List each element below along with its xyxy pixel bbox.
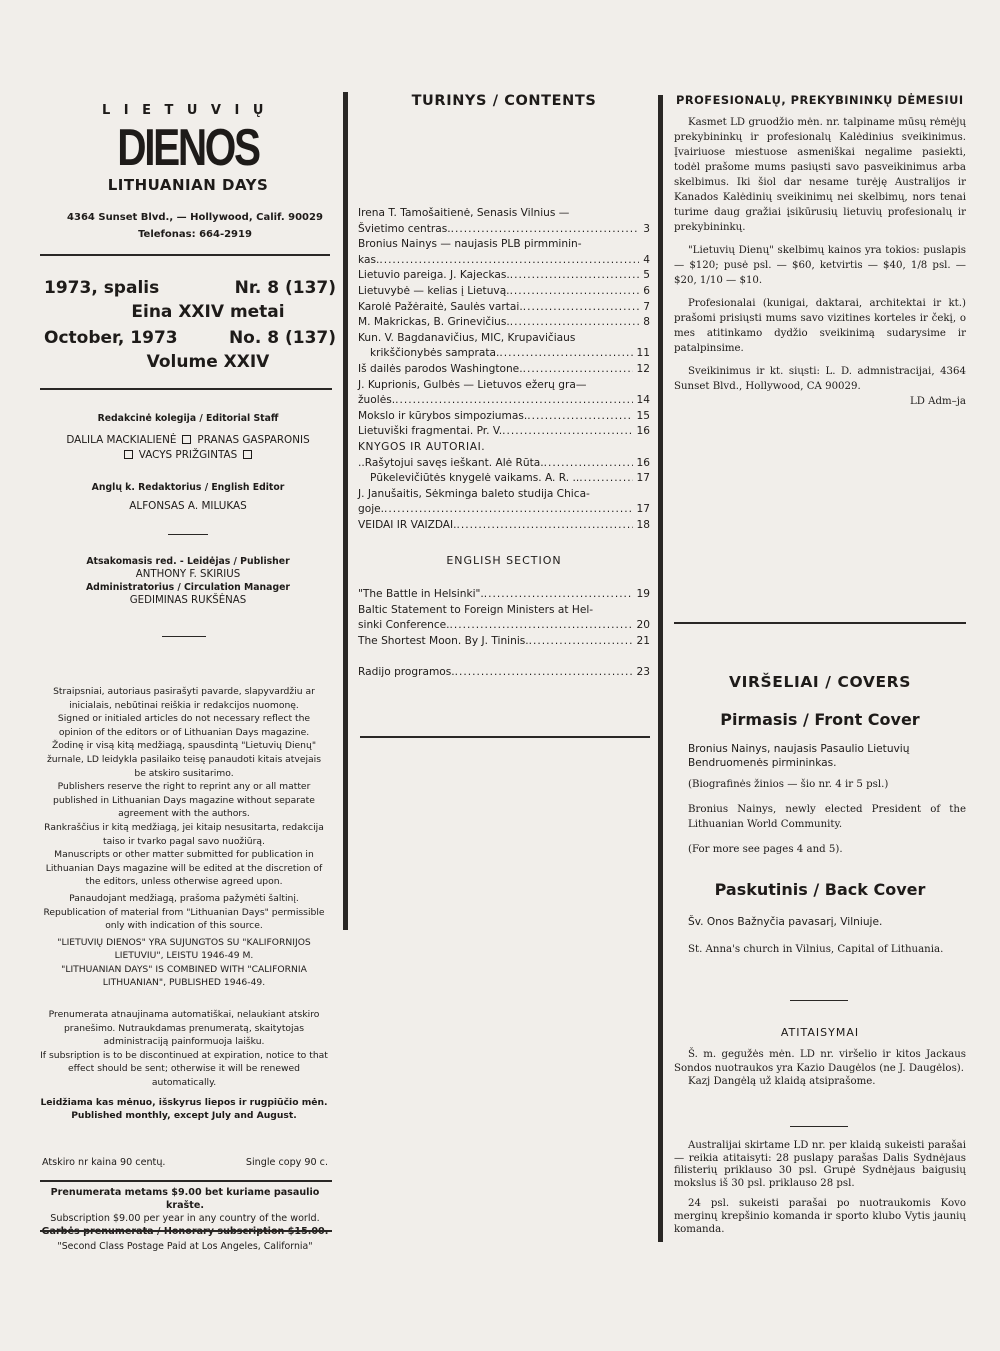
subscription-en: Subscription $9.00 per year in any country of the world.: [50, 1213, 320, 1224]
issue-en-volume: Volume XXIV: [146, 352, 270, 372]
toc-item-title: sinki Conference.: [358, 619, 450, 632]
editorial-notes: [40, 685, 328, 1123]
toc-page-number: 16: [636, 425, 650, 438]
toc-page-number: 12: [636, 362, 650, 375]
corrections-p2: Kazj Dangėlą už klaidą atsiprašome.: [688, 1076, 876, 1087]
toc-item-title: Iš dailės parodos Washingtone.: [358, 362, 523, 375]
note-11: Prenumerata atnaujinama automatiškai, nelaukiant atskiro pranešimo. Nutraukdamas prenumeratą, skaitytojas administraciją painformuoja laišku.: [48, 1009, 320, 1048]
front-cover-lt: Bronius Nainys, naujasis Pasaulio Lietuvių Bendruomenės pirmininkas.: [688, 743, 910, 769]
toc-item[interactable]: [358, 206, 650, 237]
back-cover-text: [674, 942, 966, 957]
toc-item[interactable]: [358, 362, 650, 378]
masthead-rule: [40, 254, 330, 256]
toc-leader: [510, 284, 640, 300]
toc-leader: [529, 634, 633, 650]
toc-leader: [457, 518, 633, 534]
column-rule-right: [658, 95, 663, 1242]
postage-note: "Second Class Postage Paid at Los Angeles, California": [57, 1241, 313, 1252]
radio-contents: [358, 665, 650, 681]
toc-item-title: VEIDAI IR VAIZDAI.: [358, 518, 457, 531]
corrections-p3: Australijai skirtame LD nr. per klaidą sukeisti parašai — reikia atitaisyti: 28 puslapy parašas Dalis Sydnėjaus filisterių priklauso 30 psl. Grupė Sydnėjaus baigusių mokslus iš 30 psl. priklauso 28 psl.: [674, 1140, 966, 1189]
price-line: [42, 1156, 328, 1170]
english-editor: ALFONSAS A. MILUKAS: [129, 500, 247, 512]
masthead-logo: DIENOS: [117, 119, 259, 177]
english-section-heading: ENGLISH SECTION: [446, 554, 562, 567]
covers-heading: VIRŠELIAI / COVERS: [729, 673, 911, 691]
front-cover-more: (For more see pages 4 and 5).: [688, 844, 843, 855]
professionals-heading: PROFESIONALŲ, PREKYBININKŲ DĖMESIUI: [676, 93, 964, 107]
toc-leader: [523, 300, 640, 316]
contents-list: [358, 206, 650, 533]
professionals-text: [674, 115, 966, 409]
toc-item[interactable]: [358, 300, 650, 316]
editors-line-1: [40, 433, 336, 448]
toc-item-title-line: J. Janušaitis, Sėkminga baleto studija Chica-: [358, 487, 590, 500]
toc-page-number: 3: [643, 222, 650, 235]
toc-item-title: Karolė Pažėraitė, Saulės vartai.: [358, 300, 523, 313]
address: 4364 Sunset Blvd., — Hollywood, Calif. 90029: [67, 212, 323, 223]
front-cover-heading: Pirmasis / Front Cover: [720, 710, 920, 729]
issue-en-number: No. 8 (137): [228, 328, 336, 348]
issue-en-line: [44, 328, 336, 348]
note-14: Published monthly, except July and August.: [71, 1110, 297, 1122]
divider: [162, 636, 206, 637]
english-editor-label: Anglų k. Redaktorius / English Editor: [91, 482, 285, 493]
back-cover-heading: Paskutinis / Back Cover: [714, 880, 926, 899]
toc-item-title: goje.: [358, 503, 385, 516]
square-bullet: [124, 450, 133, 459]
toc-page-number: 16: [636, 456, 650, 469]
issue-rule: [40, 388, 332, 390]
toc-item[interactable]: [358, 518, 650, 534]
note-12: If subsription is to be discontinued at expiration, notice to that effect should be sent; otherwise it will be renewed automatically.: [40, 1049, 328, 1089]
professionals-signature: LD Adm–ja: [909, 396, 966, 407]
books-heading: KNYGOS IR AUTORIAI.: [358, 440, 486, 453]
divider: [790, 1126, 848, 1127]
editor-3: VACYS PRIŽGINTAS: [138, 449, 238, 461]
professionals-p4: Sveikinimus ir kt. siųsti: L. D. admnistracijai, 4364 Sunset Blvd., Hollywood, CA 90029.: [674, 366, 966, 392]
toc-item-title: Švietimo centras.: [358, 222, 451, 235]
toc-item-title: Lietuvio pareiga. J. Kajeckas.: [358, 269, 510, 282]
toc-leader: [451, 222, 640, 238]
toc-item-title: kas.: [358, 253, 380, 266]
corrections-text: [674, 1048, 966, 1089]
toc-leader: [499, 346, 632, 362]
toc-leader: [579, 471, 632, 487]
toc-leader: [502, 424, 632, 440]
toc-item-title: The Shortest Moon. By J. Tininis.: [358, 634, 529, 647]
english-contents-list: [358, 587, 650, 649]
toc-item[interactable]: [358, 315, 650, 331]
note-1: Straipsniai, autoriaus pasirašyti pavarde, slapyvardžiu ar inicialais, nebūtinai reiškia ir redakcijos nuomonę.: [53, 686, 315, 711]
toc-page-number: 5: [643, 269, 650, 282]
toc-item[interactable]: [358, 587, 650, 603]
toc-leader: [544, 456, 633, 472]
corrections-p1: Š. m. gegužės mėn. LD nr. viršelio ir kitos Jackaus Sondos nuotraukos yra Kazio Daugėlos (ne J. Daugėlos).: [674, 1049, 966, 1074]
toc-leader: [510, 268, 639, 284]
editorial-staff: [40, 412, 336, 513]
toc-page-number: 6: [643, 284, 650, 297]
professionals-p2: "Lietuvių Dienų" skelbimų kainos yra tokios: puslapis — $120; pusė psl. — $60, ketvirtis — $40, 1/8 psl. — $20, 1/10 — $10.: [674, 245, 966, 286]
publisher-label: Atsakomasis red. - Leidėjas / Publisher: [86, 556, 290, 567]
toc-item[interactable]: [358, 268, 650, 284]
toc-item[interactable]: [358, 424, 650, 440]
issue-lt-line: [44, 278, 336, 298]
toc-item-title: krikščionybės samprata.: [370, 347, 500, 360]
subscription-rule: [40, 1230, 332, 1232]
toc-leader: [395, 393, 632, 409]
back-cover-en: St. Anna's church in Vilnius, Capital of Lithuania.: [688, 944, 944, 955]
editor-1: DALILA MACKIALIENĖ: [66, 434, 177, 446]
issue-en-date: October, 1973: [44, 328, 178, 348]
note-7: Panaudojant medžiagą, prašoma pažymėti šaltinį.: [69, 892, 299, 904]
toc-page-number: 14: [636, 394, 650, 407]
toc-page-number: 20: [636, 619, 650, 632]
note-2: Signed or initialed articles do not necessary reflect the opinion of the editors or of Lithuanian Days magazine.: [57, 713, 311, 738]
publisher-block: [40, 555, 336, 607]
covers-top-rule: [674, 622, 966, 624]
toc-item-title: Lietuvybė — kelias į Lietuvą.: [358, 284, 510, 297]
toc-item-title: "The Battle in Helsinki".: [358, 588, 484, 600]
corrections-heading: ATITAISYMAI: [780, 1026, 860, 1039]
toc-item-title: Radijo programos.: [358, 666, 455, 678]
toc-page-number: 17: [636, 472, 650, 485]
masthead-lietuviu: LIETUVIŲ: [102, 103, 277, 118]
toc-item[interactable]: [358, 409, 650, 425]
corrections-text-2: [674, 1140, 966, 1236]
square-bullet: [243, 450, 252, 459]
toc-page-number: 4: [643, 253, 650, 266]
toc-leader: [379, 253, 639, 269]
editorial-label: Redakcinė kolegija / Editorial Staff: [97, 413, 279, 424]
masthead-subtitle: LITHUANIAN DAYS: [107, 176, 269, 194]
square-bullet: [182, 435, 191, 444]
toc-item-title: ..Rašytojui savęs ieškant. Alė Rūta.: [358, 456, 544, 469]
toc-item[interactable]: [358, 665, 650, 681]
toc-page-number: 11: [636, 347, 650, 360]
note-6: Manuscripts or other matter submitted for publication in Lithuanian Days magazine will be edited at the discretion of the editors, unless otherwise agreed upon.: [45, 849, 323, 888]
toc-leader: [510, 315, 639, 331]
toc-item-title: M. Makrickas, B. Grinevičius.: [358, 316, 510, 329]
contents-end-rule: [360, 736, 650, 738]
subscription-lt: Prenumerata metams $9.00 bet kuriame pasaulio krašte.: [50, 1187, 320, 1211]
note-3: Žodinę ir visą kitą medžiagą, spausdintą "Lietuvių Dienų" žurnale, LD leidykla pasilaiko teisę panaudoti kitais atvejais be atskiro susitarimo.: [46, 740, 322, 779]
toc-item-title-line: Bronius Nainys — naujasis PLB pirmminin-: [358, 238, 582, 251]
toc-page-number: 17: [636, 503, 650, 516]
toc-item-title-line: Kun. V. Bagdanavičius, MIC, Krupavičiaus: [358, 331, 576, 344]
note-8: Republication of material from "Lithuanian Days" permissible only with indication of this source.: [43, 906, 325, 932]
issue-lt-number: Nr. 8 (137): [234, 278, 336, 298]
back-cover-lt: Šv. Onos Bažnyčia pavasarį, Vilniuje.: [688, 916, 883, 928]
toc-item[interactable]: [358, 603, 650, 634]
toc-leader: [450, 618, 633, 634]
divider: [168, 534, 208, 535]
column-rule-left: [343, 92, 348, 930]
toc-item[interactable]: [358, 378, 650, 409]
toc-page-number: 15: [636, 409, 650, 422]
issue-lt-date: 1973, spalis: [44, 278, 160, 298]
toc-item[interactable]: [358, 471, 650, 487]
toc-item[interactable]: [358, 284, 650, 300]
circulation-label: Administratorius / Circulation Manager: [85, 582, 290, 593]
note-4: Publishers reserve the right to reprint any or all matter published in Lithuanian Days magazine without separate agreement with the authors.: [53, 781, 315, 820]
note-9: "LIETUVIŲ DIENOS" YRA SUJUNGTOS SU "KALIFORNIJOS LIETUVIU", LEISTU 1946-49 M.: [57, 936, 311, 962]
toc-leader: [384, 502, 632, 518]
toc-item[interactable]: [358, 237, 650, 268]
toc-leader: [523, 362, 633, 378]
toc-item[interactable]: [358, 634, 650, 650]
toc-item-title: Pūkelevičiūtės knygelė vaikams. A. R. ..: [370, 472, 580, 485]
toc-item-title-line: Baltic Statement to Foreign Ministers at Hel-: [358, 603, 594, 616]
front-cover-text: [674, 777, 966, 857]
toc-item-title: Lietuviški fragmentai. Pr. V.: [358, 425, 503, 438]
toc-page-number: 8: [643, 316, 650, 329]
toc-leader: [527, 409, 632, 425]
phone: Telefonas: 664-2919: [138, 229, 252, 240]
toc-item-title: žuolės.: [358, 394, 396, 407]
toc-page-number: 7: [643, 300, 650, 313]
toc-item[interactable]: [358, 456, 650, 472]
toc-page-number: 19: [636, 588, 650, 600]
toc-item-title-line: Irena T. Tamošaitienė, Senasis Vilnius —: [358, 207, 570, 219]
toc-item-title-line: J. Kuprionis, Gulbės — Lietuvos ežerų gra—: [358, 378, 587, 391]
note-10: "LITHUANIAN DAYS" IS COMBINED WITH "CALIFORNIA LITHUANIAN", PUBLISHED 1946-49.: [61, 963, 307, 989]
corrections-p4: 24 psl. sukeisti parašai po nuotraukomis Kovo merginų krepšinio komanda ir sporto klubo Vytis jaunių komanda.: [674, 1198, 966, 1235]
front-cover-bio: (Biografinės žinios — šio nr. 4 ir 5 psl.): [688, 779, 889, 790]
note-5: Rankraščius ir kitą medžiagą, jei kitaip nesusitarta, redakcija taiso ir tvarko pagal savo nuožiūrą.: [44, 821, 324, 847]
toc-item[interactable]: [358, 487, 650, 518]
publisher: ANTHONY F. SKIRIUS: [135, 569, 241, 580]
contents-heading: TURINYS / CONTENTS: [411, 93, 597, 109]
price-lt: Atskiro nr kaina 90 centų.: [42, 1157, 166, 1168]
toc-leader: [455, 665, 633, 681]
professionals-p3: Profesionalai (kunigai, daktarai, architektai ir kt.) prašomi prisiųsti mums savo vizitines korteles ir čekį, o mes atitinkamo dydžio sveikinimą sudarysime ir patalpinsime.: [674, 298, 966, 354]
circulation-manager: GEDIMINAS RUKŠĖNAS: [129, 595, 247, 606]
issue-lt-volume: Eina XXIV metai: [131, 302, 285, 322]
toc-page-number: 23: [636, 666, 650, 678]
editor-2: PRANAS GASPARONIS: [197, 434, 310, 446]
note-13: Leidžiama kas mėnuo, išskyrus liepos ir rugpiūčio mėn.: [40, 1096, 328, 1108]
toc-leader: [484, 587, 633, 603]
price-en: Single copy 90 c.: [245, 1157, 328, 1168]
editors-line-2: [40, 448, 336, 463]
divider: [790, 1000, 848, 1001]
price-rule: [40, 1180, 332, 1182]
toc-page-number: 18: [636, 518, 650, 531]
toc-item[interactable]: [358, 331, 650, 362]
toc-page-number: 21: [636, 634, 650, 647]
professionals-p1: Kasmet LD gruodžio mėn. nr. talpiname mūsų rėmėjų prekybininkų ir profesionalų Kalėdinius sveikinimus. Įvairiuose miestuose asmeniškai negalime pasiekti, todėl prašome mums pasiųsti savo pasveikinimus arba skelbimus. Iki šiol dar nesame turėję Australijos ir Kanados Kalėdinių sveikinimų nei skelbimų, nors tenai turime daug gražiai įsikūrusių lietuvių profesionalų ir prekybininkų.: [674, 117, 966, 233]
toc-item-title: Mokslo ir kūrybos simpoziumas.: [358, 409, 528, 422]
front-cover-en: Bronius Nainys, newly elected President of the Lithuanian World Community.: [688, 804, 966, 830]
